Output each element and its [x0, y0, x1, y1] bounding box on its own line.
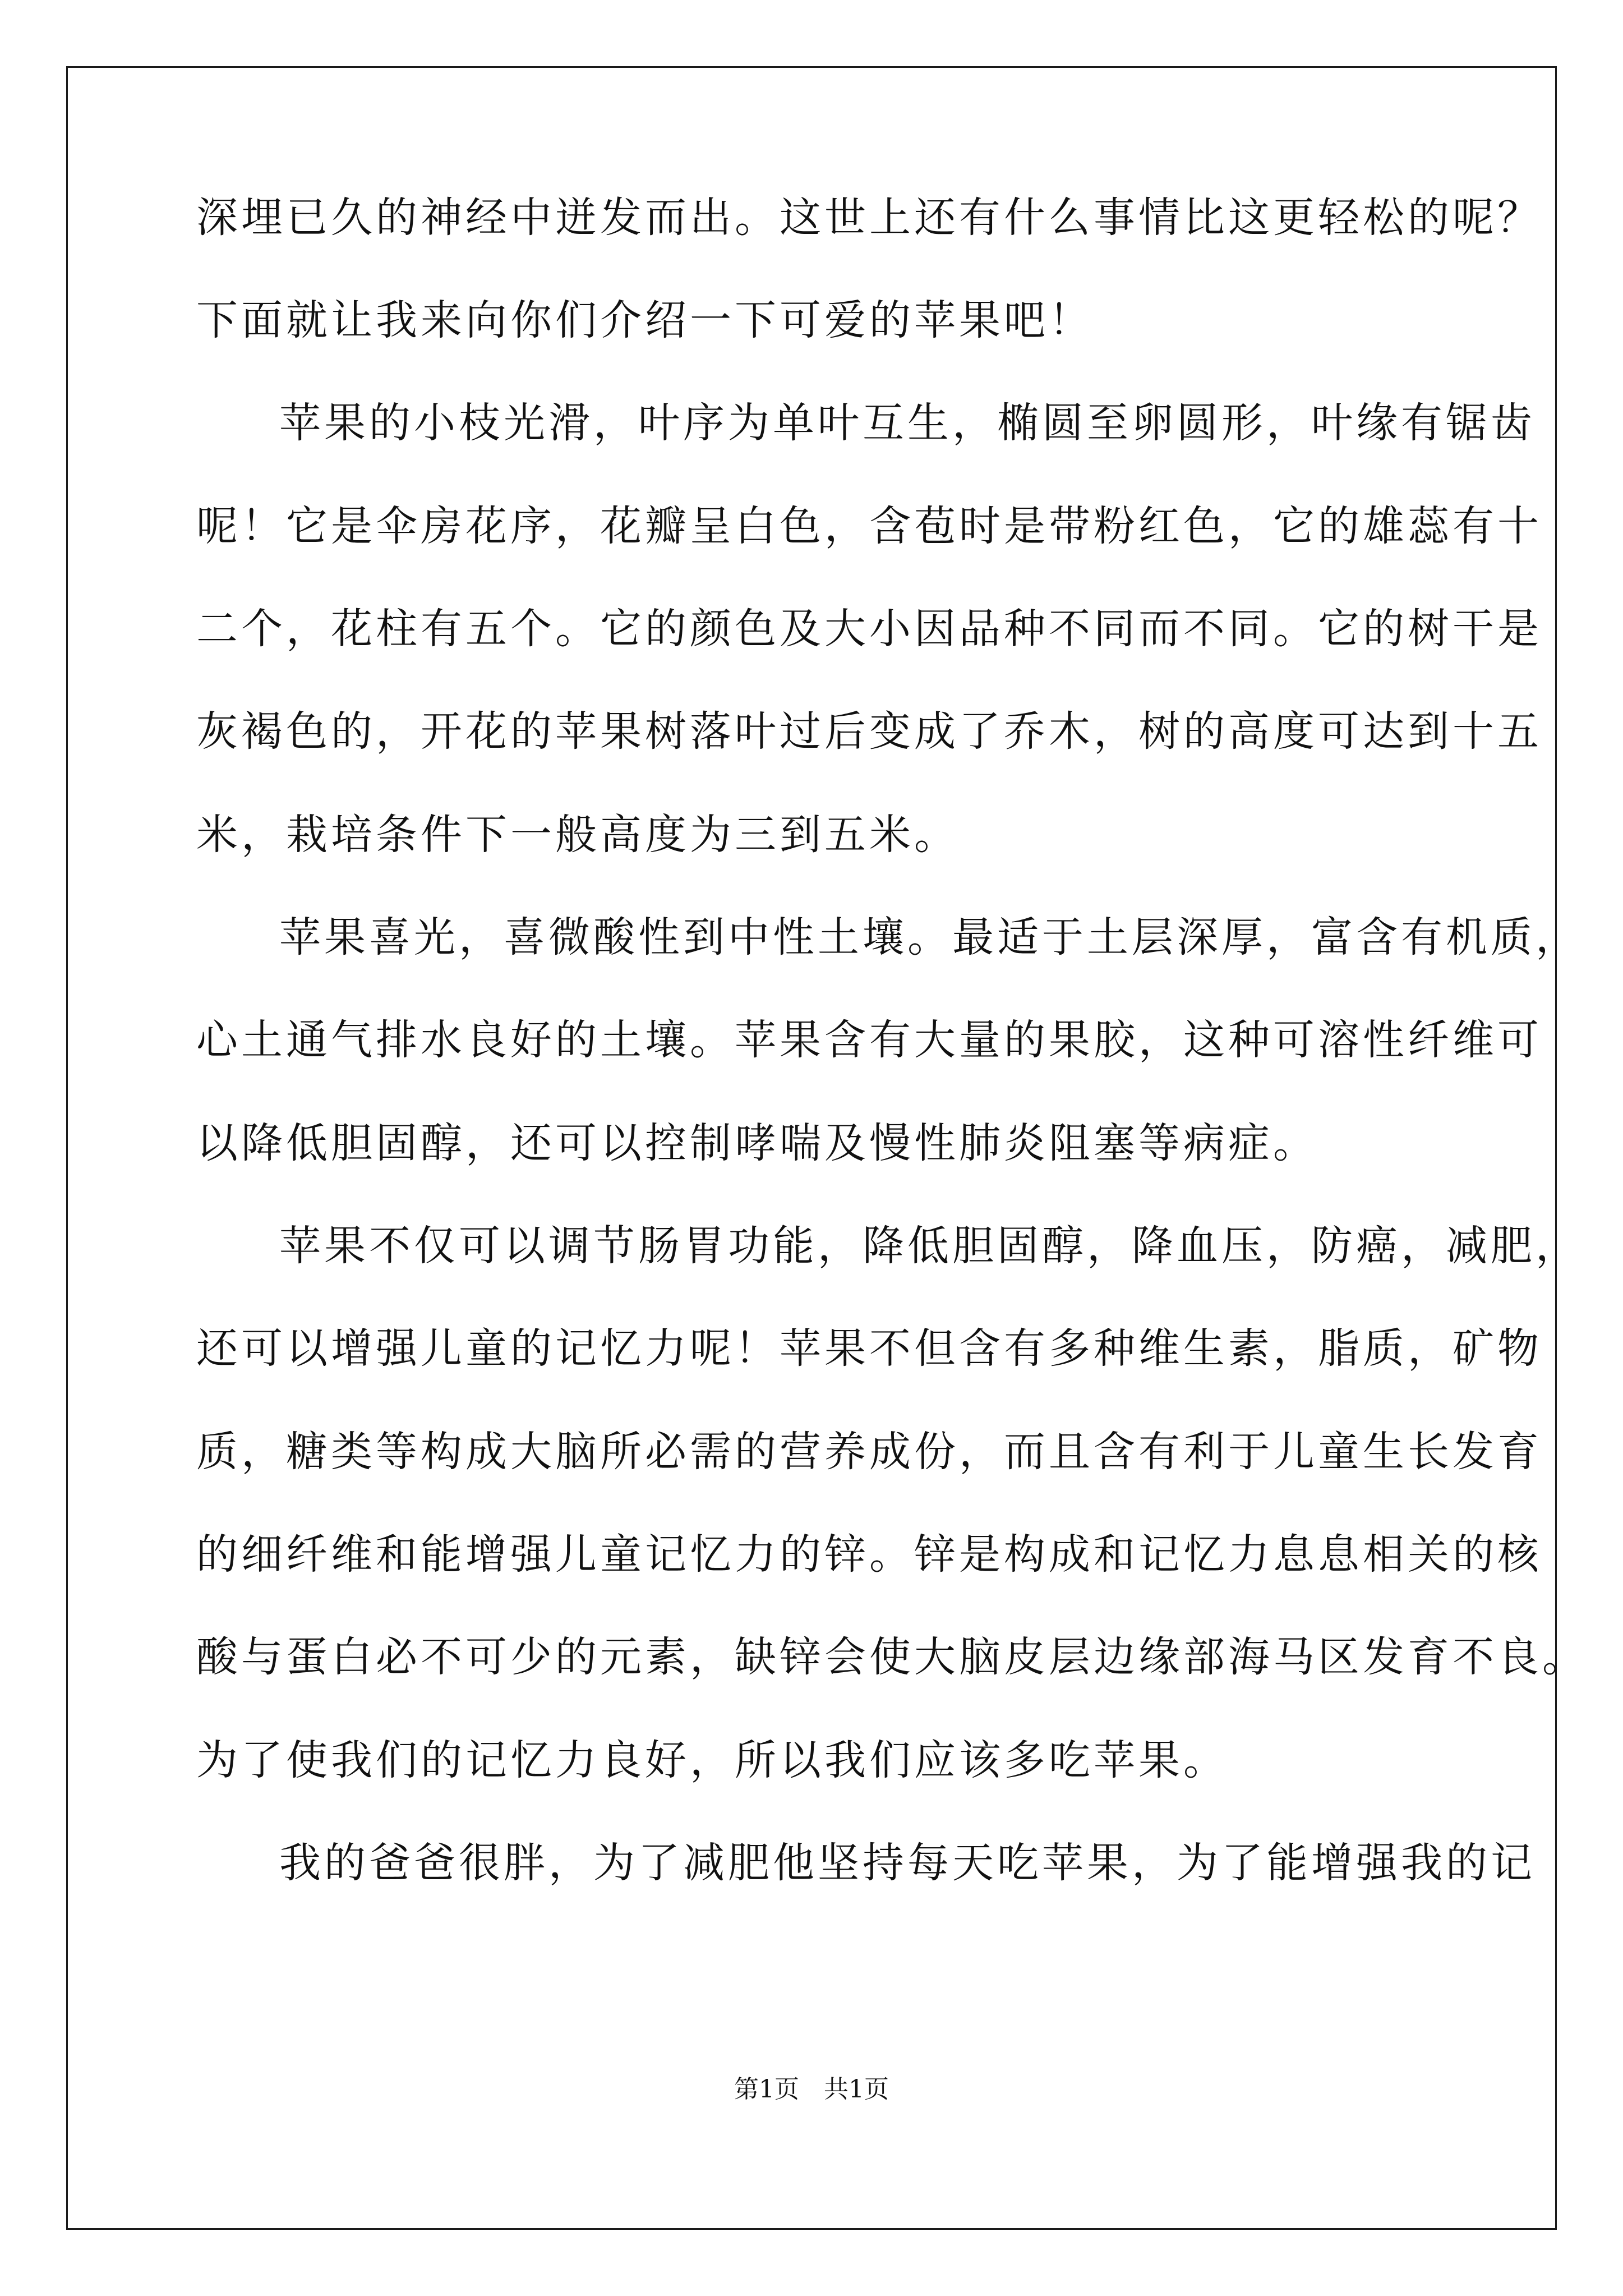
text-line-9: 心土通气排水良好的土壤。苹果含有大量的果胶，这种可溶性纤维可 [196, 1016, 1542, 1064]
text-line-7: 米，栽培条件下一般高度为三到五米。 [196, 811, 959, 859]
paragraph-start-line: 苹果的小枝光滑，叶序为单叶互生，椭圆至卵圆形，叶缘有锯齿 [279, 399, 1536, 447]
text-line-2: 下面就让我来向你们介绍一下可爱的苹果吧！ [196, 296, 1094, 344]
text-line-13: 质，糖类等构成大脑所必需的营养成份，而且含有利于儿童生长发育 [196, 1428, 1542, 1476]
text-line-4: 呢！它是伞房花序，花瓣呈白色，含苞时是带粉红色，它的雄蕊有十 [196, 502, 1542, 550]
paragraph-start-line: 苹果喜光，喜微酸性到中性土壤。最适于土层深厚，富含有机质， [279, 913, 1580, 961]
text-line-14: 的细纤维和能增强儿童记忆力的锌。锌是构成和记忆力息息相关的核 [196, 1530, 1542, 1579]
text-line-6: 灰褐色的，开花的苹果树落叶过后变成了乔木，树的高度可达到十五 [196, 707, 1542, 756]
text-line-16: 为了使我们的记忆力良好，所以我们应该多吃苹果。 [196, 1736, 1228, 1784]
text-line-12: 还可以增强儿童的记忆力呢！苹果不但含有多种维生素，脂质，矿物 [196, 1324, 1542, 1373]
text-line-1: 深埋已久的神经中迸发而出。这世上还有什么事情比这更轻松的呢？ [196, 194, 1542, 242]
text-line-10: 以降低胆固醇，还可以控制哮喘及慢性肺炎阻塞等病症。 [196, 1119, 1318, 1167]
text-line-5: 二个，花柱有五个。它的颜色及大小因品种不同而不同。它的树干是 [196, 605, 1542, 653]
page-number-footer: 第1页 共1页 [734, 2075, 889, 2104]
paragraph-start-line: 苹果不仅可以调节肠胃功能，降低胆固醇，降血压，防癌，减肥， [279, 1222, 1580, 1270]
paragraph-start-line: 我的爸爸很胖，为了减肥他坚持每天吃苹果，为了能增强我的记 [279, 1839, 1536, 1887]
text-line-15: 酸与蛋白必不可少的元素，缺锌会使大脑皮层边缘部海马区发育不良。 [196, 1633, 1587, 1681]
